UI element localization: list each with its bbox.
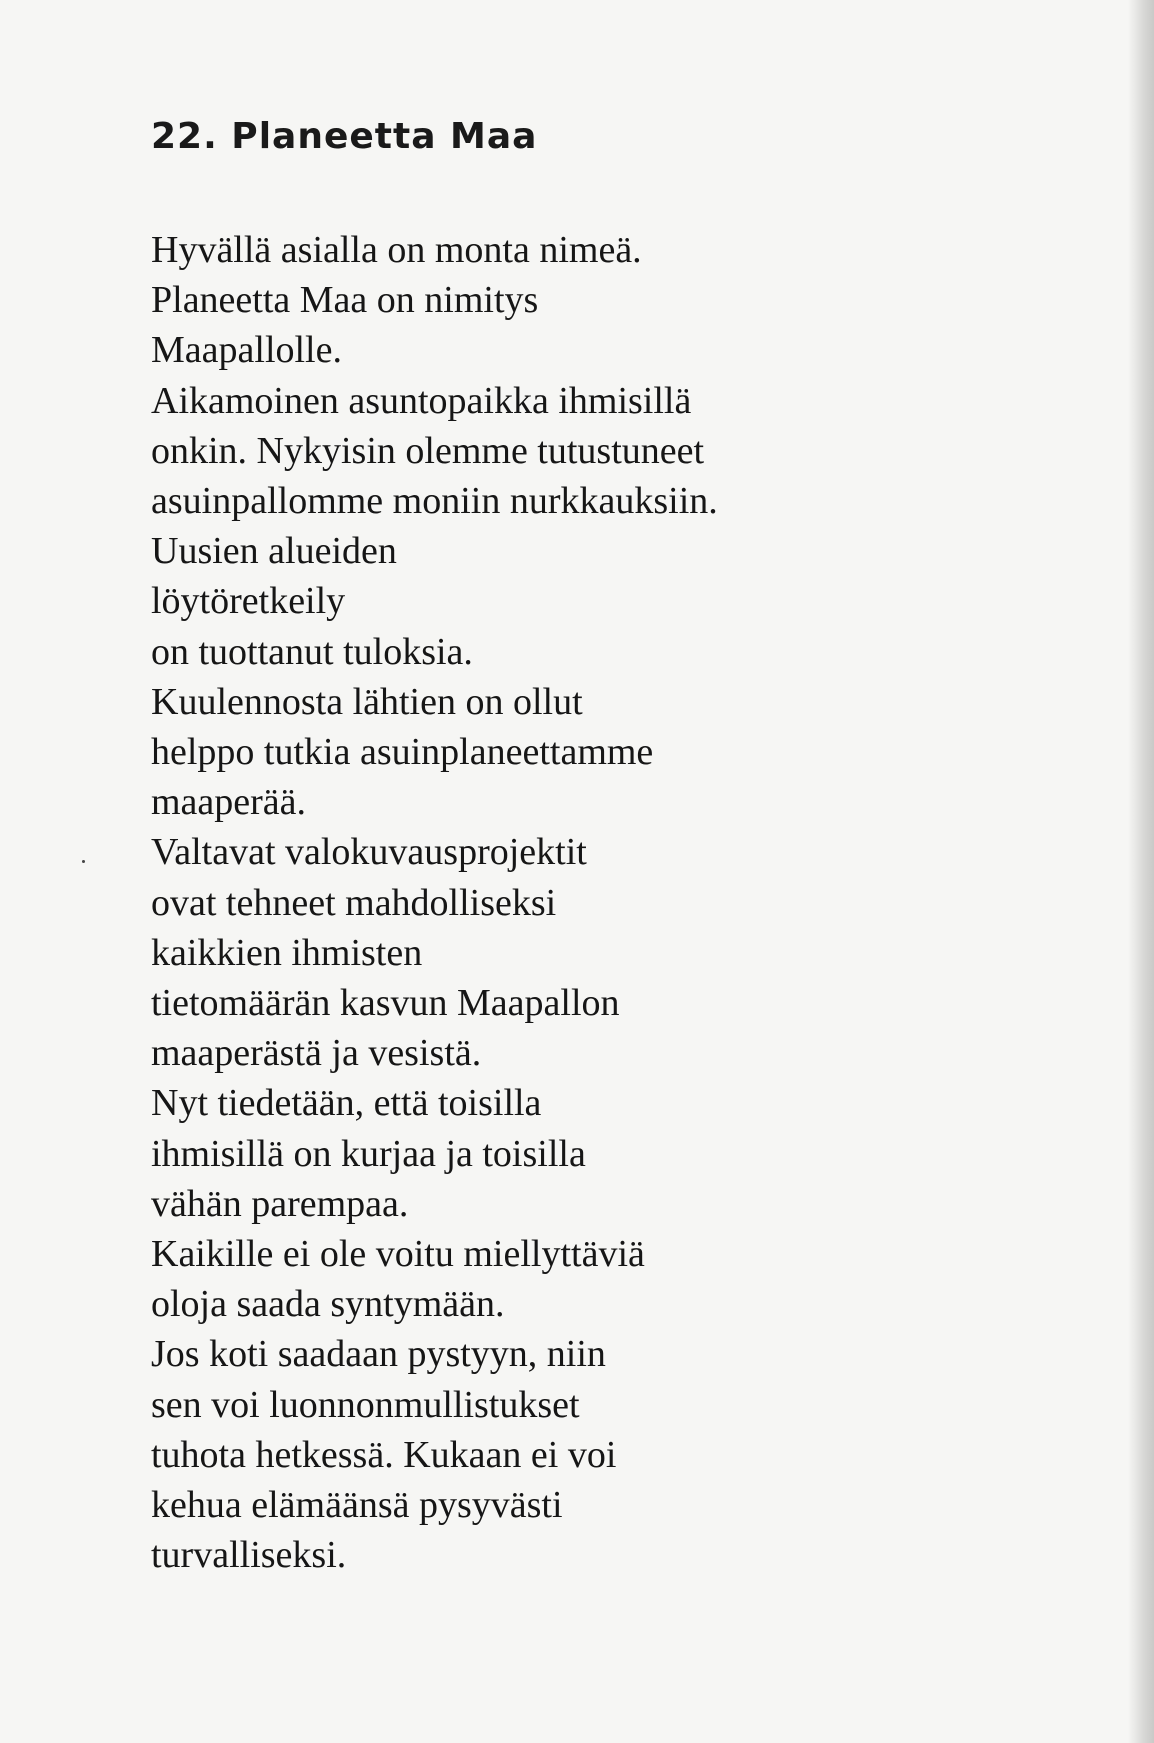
poem-line: onkin. Nykyisin olemme tutustuneet (151, 429, 705, 472)
poem-line: Hyvällä asialla on monta nimeä. (151, 229, 642, 271)
poem-line: tuhota hetkessä. Kukaan ei voi (151, 1433, 617, 1476)
poem-line: tietomäärän kasvun Maapallon (151, 982, 620, 1025)
poem-line: vähän parempaa. (151, 1182, 409, 1225)
poem-line: Kaikille ei ole voitu miellyttäviä (151, 1233, 645, 1276)
poem-line: ihmisillä on kurjaa ja toisilla (151, 1132, 586, 1175)
poem-line: turvalliseksi. (151, 1534, 347, 1577)
poem-line: Maapallolle. (151, 329, 342, 372)
poem-line: Kuulennosta lähtien on ollut (151, 680, 583, 723)
print-speck (82, 860, 85, 863)
page-edge-shadow (1128, 0, 1154, 1743)
poem-line: Jos koti saadaan pystyyn, niin (151, 1333, 606, 1376)
poem-line: asuinpallomme moniin nurkkauksiin. (151, 480, 718, 523)
poem-line: maaperästä ja vesistä. (151, 1032, 482, 1075)
poem-line: oloja saada syntymään. (151, 1283, 505, 1326)
poem-line: sen voi luonnonmullistukset (151, 1383, 580, 1426)
poem-line: kaikkien ihmisten (151, 931, 423, 974)
poem-line: kehua elämäänsä pysyvästi (151, 1484, 563, 1527)
poem-line: maaperää. (151, 781, 307, 824)
poem-line: Nyt tiedetään, että toisilla (151, 1082, 542, 1125)
poem-line: Planeetta Maa on nimitys (151, 279, 539, 322)
poem-line: on tuottanut tuloksia. (151, 630, 473, 673)
poem-line: Aikamoinen asuntopaikka ihmisillä (151, 379, 692, 422)
poem-line: löytöretkeily (151, 580, 346, 623)
poem-line: ovat tehneet mahdolliseksi (151, 881, 557, 924)
page-title: 22. Planeetta Maa (151, 116, 538, 157)
poem-line: Valtavat valokuvausprojektit (151, 831, 587, 874)
poem-line: helppo tutkia asuinplaneettamme (151, 731, 654, 774)
poem-line: Uusien alueiden (151, 530, 397, 573)
poem-body (151, 225, 718, 1580)
